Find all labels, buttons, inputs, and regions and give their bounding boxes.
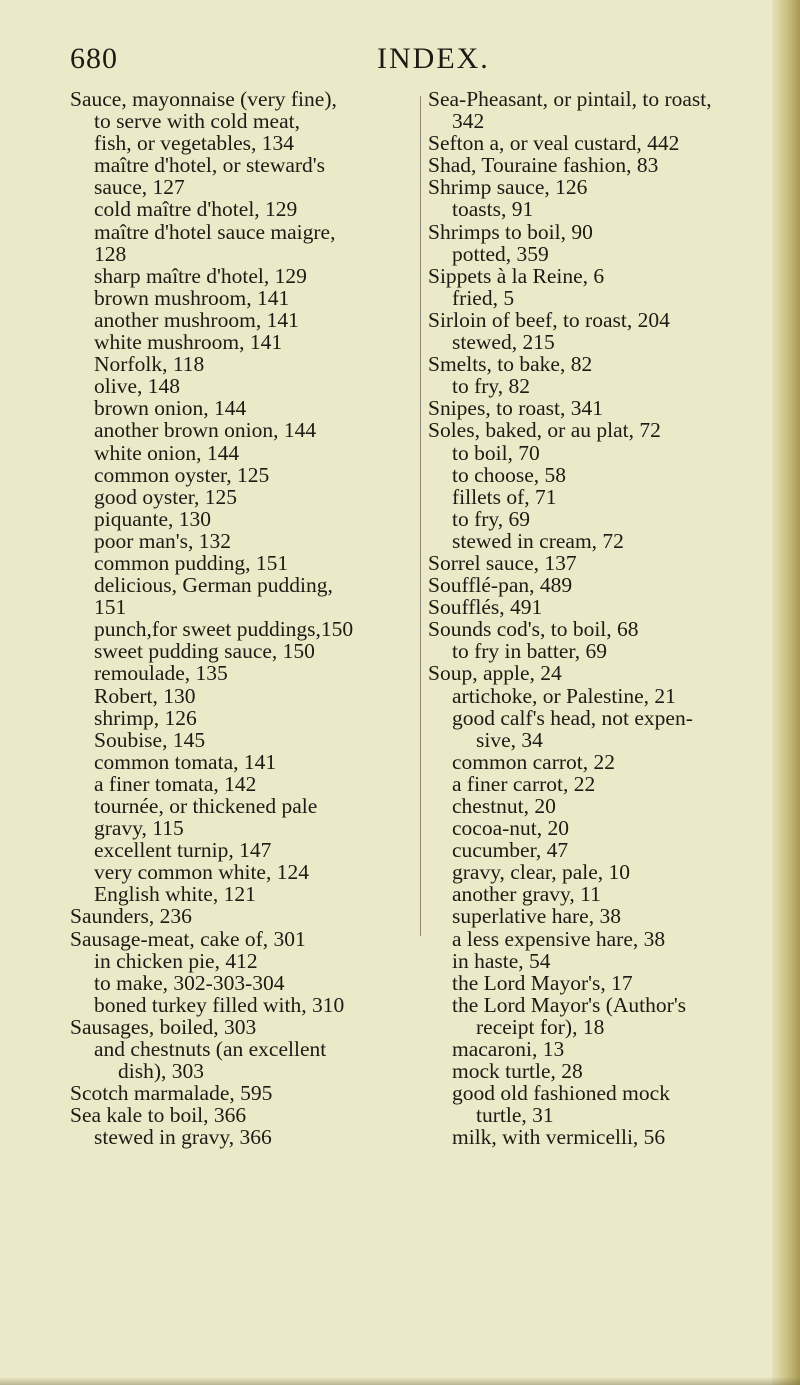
index-subentry: mock turtle, 28 [452,1059,583,1084]
index-entry: Sirloin of beef, to roast, 204 [428,307,670,332]
index-subentry: stewed in gravy, 366 [94,1125,272,1150]
index-entry: Sippets à la Reine, 6 [428,263,605,288]
index-entry: Soufflés, 491 [428,595,543,620]
index-subentry: olive, 148 [94,374,180,399]
index-subentry: sweet pudding sauce, 150 [94,639,315,664]
index-subentry: 151 [94,595,127,620]
index-entry: Soufflé-pan, 489 [428,573,573,598]
index-subentry: receipt for), 18 [476,1014,605,1039]
index-subentry: brown onion, 144 [94,396,247,421]
index-subentry: poor man's, 132 [94,528,232,553]
index-subentry: Norfolk, 118 [94,352,205,377]
index-entry: Sea-Pheasant, or pintail, to roast, [428,87,712,111]
index-subentry: gravy, 115 [94,816,184,841]
index-subentry: artichoke, or Palestine, 21 [452,683,676,708]
index-subentry: superlative hare, 38 [452,904,621,929]
index-entry: Shad, Touraine fashion, 83 [428,153,659,178]
index-column-left [70,88,420,1149]
index-subentry: to fry in batter, 69 [452,639,607,664]
index-subentry: fish, or vegetables, 134 [94,131,295,156]
running-head: INDEX. [377,42,490,75]
index-subentry: milk, with vermicelli, 56 [452,1125,666,1150]
index-subentry: Robert, 130 [94,683,196,708]
index-subentry: turtle, 31 [476,1103,554,1128]
index-subentry: to choose, 58 [452,462,567,487]
index-subentry: common oyster, 125 [94,462,270,487]
page-bottom-shadow [0,1377,800,1385]
index-subentry: to serve with cold meat, [94,109,300,134]
index-subentry: a less expensive hare, 38 [452,926,666,951]
index-entry: Sausages, boiled, 303 [70,1014,257,1039]
index-subentry: another mushroom, 141 [94,307,299,332]
index-subentry: to make, 302-303-304 [94,970,285,995]
index-entry: Saunders, 236 [70,904,192,929]
index-entry: Sefton a, or veal custard, 442 [428,131,680,156]
index-subentry: good oyster, 125 [94,484,238,509]
index-subentry: in chicken pie, 412 [94,948,258,973]
index-subentry: stewed in cream, 72 [452,528,624,553]
index-entry: Sea kale to boil, 366 [70,1103,247,1128]
index-subentry: stewed, 215 [452,330,555,355]
index-subentry: cold maître d'hotel, 129 [94,197,298,222]
index-subentry: to boil, 70 [452,440,540,465]
index-subentry: a finer carrot, 22 [452,771,596,796]
index-subentry: 342 [452,109,485,134]
index-subentry: punch,for sweet puddings,150 [94,617,354,642]
index-subentry: piquante, 130 [94,506,212,531]
index-subentry: dish), 303 [118,1059,204,1084]
index-subentry: macaroni, 13 [452,1037,565,1062]
index-subentry: cucumber, 47 [452,838,569,863]
index-subentry: tournée, or thickened pale [94,794,318,818]
index-subentry: maître d'hotel, or steward's [94,153,326,178]
column-divider [420,96,421,936]
index-subentry: and chestnuts (an excellent [94,1037,327,1062]
index-subentry: another gravy, 11 [452,882,601,907]
index-subentry: Soubise, 145 [94,727,206,752]
index-subentry: sive, 34 [476,727,543,752]
index-subentry: a finer tomata, 142 [94,771,257,796]
index-subentry: common pudding, 151 [94,550,289,575]
page-number: 680 [70,42,118,75]
index-entry: Soup, apple, 24 [428,661,562,686]
index-subentry: cocoa-nut, 20 [452,816,570,841]
index-subentry: gravy, clear, pale, 10 [452,860,631,885]
page-edge-shading [772,0,800,1385]
index-subentry: sauce, 127 [94,175,185,200]
index-subentry: common carrot, 22 [452,749,615,774]
index-subentry: potted, 359 [452,241,549,266]
index-subentry: to fry, 82 [452,374,531,399]
index-subentry: sharp maître d'hotel, 129 [94,263,307,288]
index-subentry: white onion, 144 [94,440,240,465]
index-subentry: the Lord Mayor's, 17 [452,970,633,995]
index-subentry: delicious, German pudding, [94,573,333,598]
index-subentry: shrimp, 126 [94,705,197,730]
index-subentry: chestnut, 20 [452,794,556,818]
index-subentry: white mushroom, 141 [94,330,283,355]
index-entry: Scotch marmalade, 595 [70,1081,273,1106]
index-subentry: English white, 121 [94,882,256,907]
index-subentry: the Lord Mayor's (Author's [452,992,687,1017]
index-entry: Sorrel sauce, 137 [428,550,577,575]
index-entry: Soles, baked, or au plat, 72 [428,418,661,443]
index-subentry: to fry, 69 [452,506,531,531]
index-subentry: excellent turnip, 147 [94,838,272,863]
index-subentry: 128 [94,241,127,266]
index-subentry: boned turkey filled with, 310 [94,992,345,1017]
index-subentry: good calf's head, not expen- [452,705,693,730]
index-subentry: common tomata, 141 [94,749,277,774]
index-subentry: good old fashioned mock [452,1081,670,1106]
index-subentry: brown mushroom, 141 [94,285,290,310]
index-subentry: maître d'hotel sauce maigre, [94,219,336,244]
index-subentry: in haste, 54 [452,948,551,973]
index-entry: Smelts, to bake, 82 [428,352,593,377]
index-entry: Sounds cod's, to boil, 68 [428,617,639,642]
index-subentry: toasts, 91 [452,197,534,222]
index-subentry: remoulade, 135 [94,661,228,686]
index-subentry: fried, 5 [452,285,515,310]
index-entry: Shrimp sauce, 126 [428,175,588,200]
index-entry: Snipes, to roast, 341 [428,396,603,421]
index-entry: Sausage-meat, cake of, 301 [70,926,306,951]
index-subentry: another brown onion, 144 [94,418,317,443]
index-column-right [428,88,772,1149]
index-subentry: very common white, 124 [94,860,309,885]
index-entry: Sauce, mayonnaise (very fine), [70,87,337,111]
index-entry: Shrimps to boil, 90 [428,219,593,244]
index-subentry: fillets of, 71 [452,484,557,509]
